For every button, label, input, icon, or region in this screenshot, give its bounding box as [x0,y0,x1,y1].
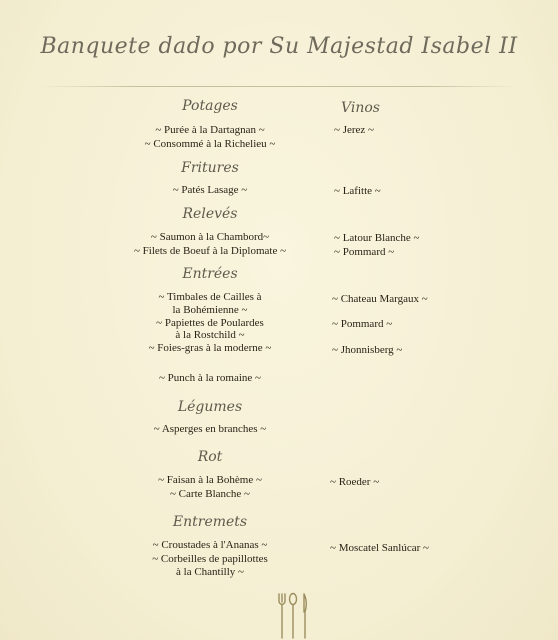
wine-item: ~ Chateau Margaux ~ [332,293,428,305]
wine-item: ~ Lafitte ~ [334,185,381,197]
dish-item: ~ Corbeilles de papillottes [152,553,268,565]
dish-item: ~ Patés Lasage ~ [172,184,248,196]
dish-item: ~ Purée à la Dartagnan ~ [155,124,265,136]
dish-item: ~ Faisan à la Bohème ~ [158,474,262,486]
title-divider [40,86,518,87]
fork-spoon-knife-icon [271,592,315,640]
dish-item: ~ Filets de Boeuf à la Diplomate ~ [133,245,287,257]
heading-releves: Relevés [182,206,238,222]
dish-item: ~ Timbales de Cailles à [158,291,262,303]
wine-item: ~ Jhonnisberg ~ [332,344,403,356]
dish-item: ~ Asperges en branches ~ [153,423,267,435]
wine-item: ~ Jerez ~ [334,124,374,136]
heading-entrees: Entrées [182,266,238,282]
heading-potages: Potages [182,98,238,114]
wine-item: ~ Pommard ~ [334,246,395,258]
wine-item: ~ Latour Blanche ~ [334,232,420,244]
dish-item: ~ Carte Blanche ~ [169,488,250,500]
dish-item: ~ Papiettes de Poulardes [156,317,264,329]
heading-legumes: Légumes [177,399,243,415]
dish-item: à la Chantilly ~ [176,566,244,578]
heading-rot: Rot [197,449,223,465]
dish-item: ~ Croustades à l'Ananas ~ [152,539,268,551]
heading-entremets: Entremets [172,514,248,530]
wine-item: ~ Roeder ~ [330,476,380,488]
wine-item: ~ Pommard ~ [332,318,393,330]
dish-item: ~ Punch à la romaine ~ [158,372,261,384]
dish-item: ~ Consommé à la Richelieu ~ [144,138,276,150]
wine-item: ~ Moscatel Sanlúcar ~ [330,542,429,554]
dish-item: la Bohémienne ~ [172,304,248,316]
menu-title: Banquete dado por Su Majestad Isabel II [40,34,518,59]
dish-item: à la Rostchild ~ [175,329,245,341]
dish-item: ~ Saumon à la Chambord~ [150,231,270,243]
heading-fritures: Fritures [181,160,239,176]
heading-vinos: Vinos [341,100,380,116]
dish-item: ~ Foies-gras à la moderne ~ [148,342,272,354]
